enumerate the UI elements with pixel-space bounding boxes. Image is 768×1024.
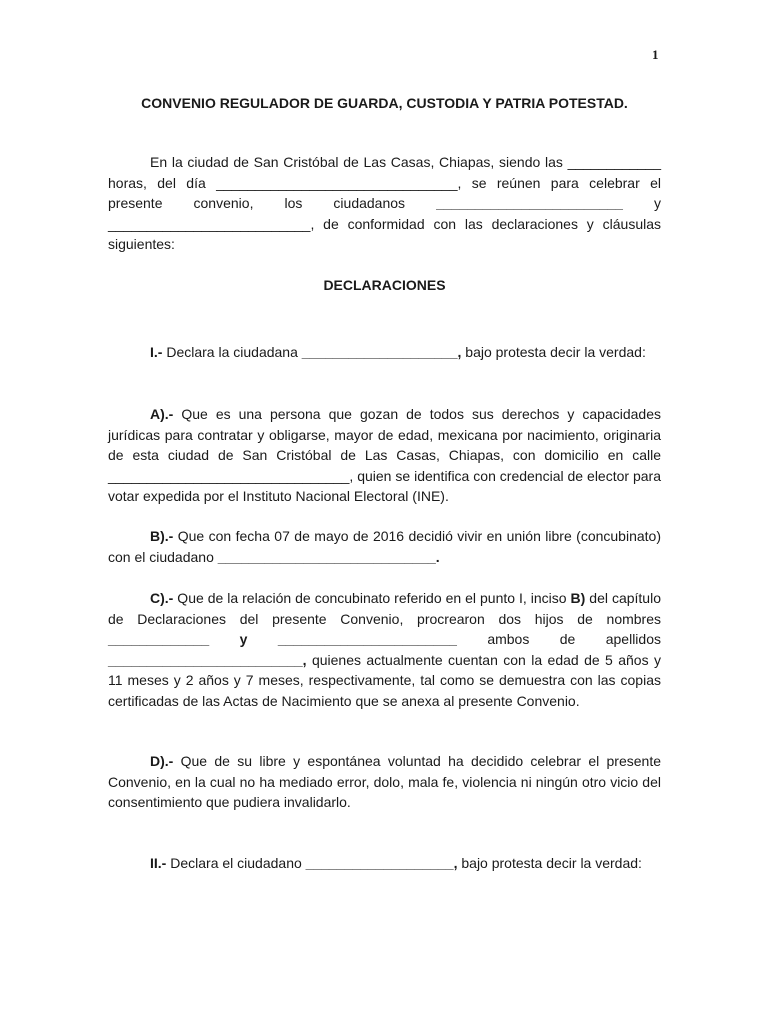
item-a-label: A).- [150,406,174,422]
section-ii-paragraph [108,853,661,874]
document-title: CONVENIO REGULADOR DE GUARDA, CUSTODIA Y PATRIA POTESTAD. [141,95,628,111]
section-ii-blank: ___________________, [305,855,458,871]
item-c-blank-1: _____________ [108,631,210,647]
section-ii-text-2: bajo protesta decir la verdad: [457,855,642,871]
item-c-text-2: del capítulo de Declaraciones del presente Convenio, procrearon dos hijos de nombres [108,590,661,627]
item-b-paragraph [108,526,661,567]
item-c-text-1: Que de la relación de concubinato referido en el punto I, inciso [173,590,571,606]
section-i-blank: ____________________, [301,344,462,360]
item-c-paragraph [108,588,661,711]
section-ii-text-1: Declara el ciudadano [166,855,306,871]
intro-text-1: En la ciudad de San Cristóbal de Las Casas, Chiapas, siendo las ____________ horas, del día _______________________________, se reúnen para celebrar el presente convenio, los ciudadanos [108,154,661,211]
item-d-label: D).- [150,753,174,769]
item-a-text: Que es una persona que gozan de todos sus derechos y capacidades jurídicas para contratar y obligarse, mayor de edad, mexicana por nacimiento, originaria de esta ciudad de San Cristóbal de Las Casas, Chiapas, con domicilio en calle _______________________________, quien se identifica con credencial de elector para votar expedida por el Instituto Nacional Electoral (INE). [108,406,661,504]
section-i-text-2: bajo protesta decir la verdad: [461,344,646,360]
section-i-label: I.- [150,344,163,360]
item-b-blank: ____________________________. [217,548,440,565]
item-c-label: C).- [150,590,174,606]
item-b-text: Que con fecha 07 de mayo de 2016 decidió vivir en unión libre (concubinato) con el ciudadano [108,528,661,565]
item-c-blank-3: _________________________, [108,651,307,668]
item-c-blank-2: _______________________ [277,631,457,647]
item-b-label: B).- [150,528,174,544]
section-ii-label: II.- [150,855,167,871]
item-c-ref: B) [570,590,586,606]
section-i-paragraph [108,342,661,363]
intro-blank-1: ________________________ [436,195,623,211]
declaraciones-heading: DECLARACIONES [323,277,446,293]
item-d-text: Que de su libre y espontánea voluntad ha decidido celebrar el presente Convenio, en la cual no ha mediado error, dolo, mala fe, violencia ni ningún otro vicio del consentimiento que pudiera invalidarlo. [108,753,661,810]
intro-text-2: y __________________________, de conformidad con las declaraciones y cláusulas siguientes: [108,195,662,252]
item-a-paragraph [108,404,661,507]
item-d-paragraph [108,751,661,813]
item-c-conj: y [209,631,278,647]
item-c-text-4: quienes actualmente cuentan con la edad de 5 años y 11 meses y 2 años y 7 meses, respectivamente, tal como se demuestra con las copias certificadas de las Actas de Nacimiento que se anexa al presente Convenio. [108,651,661,709]
intro-paragraph [108,152,661,255]
page-number: 1 [652,47,659,62]
section-i-text-1: Declara la ciudadana [162,344,302,360]
item-c-text-3: ambos de apellidos [456,631,661,647]
